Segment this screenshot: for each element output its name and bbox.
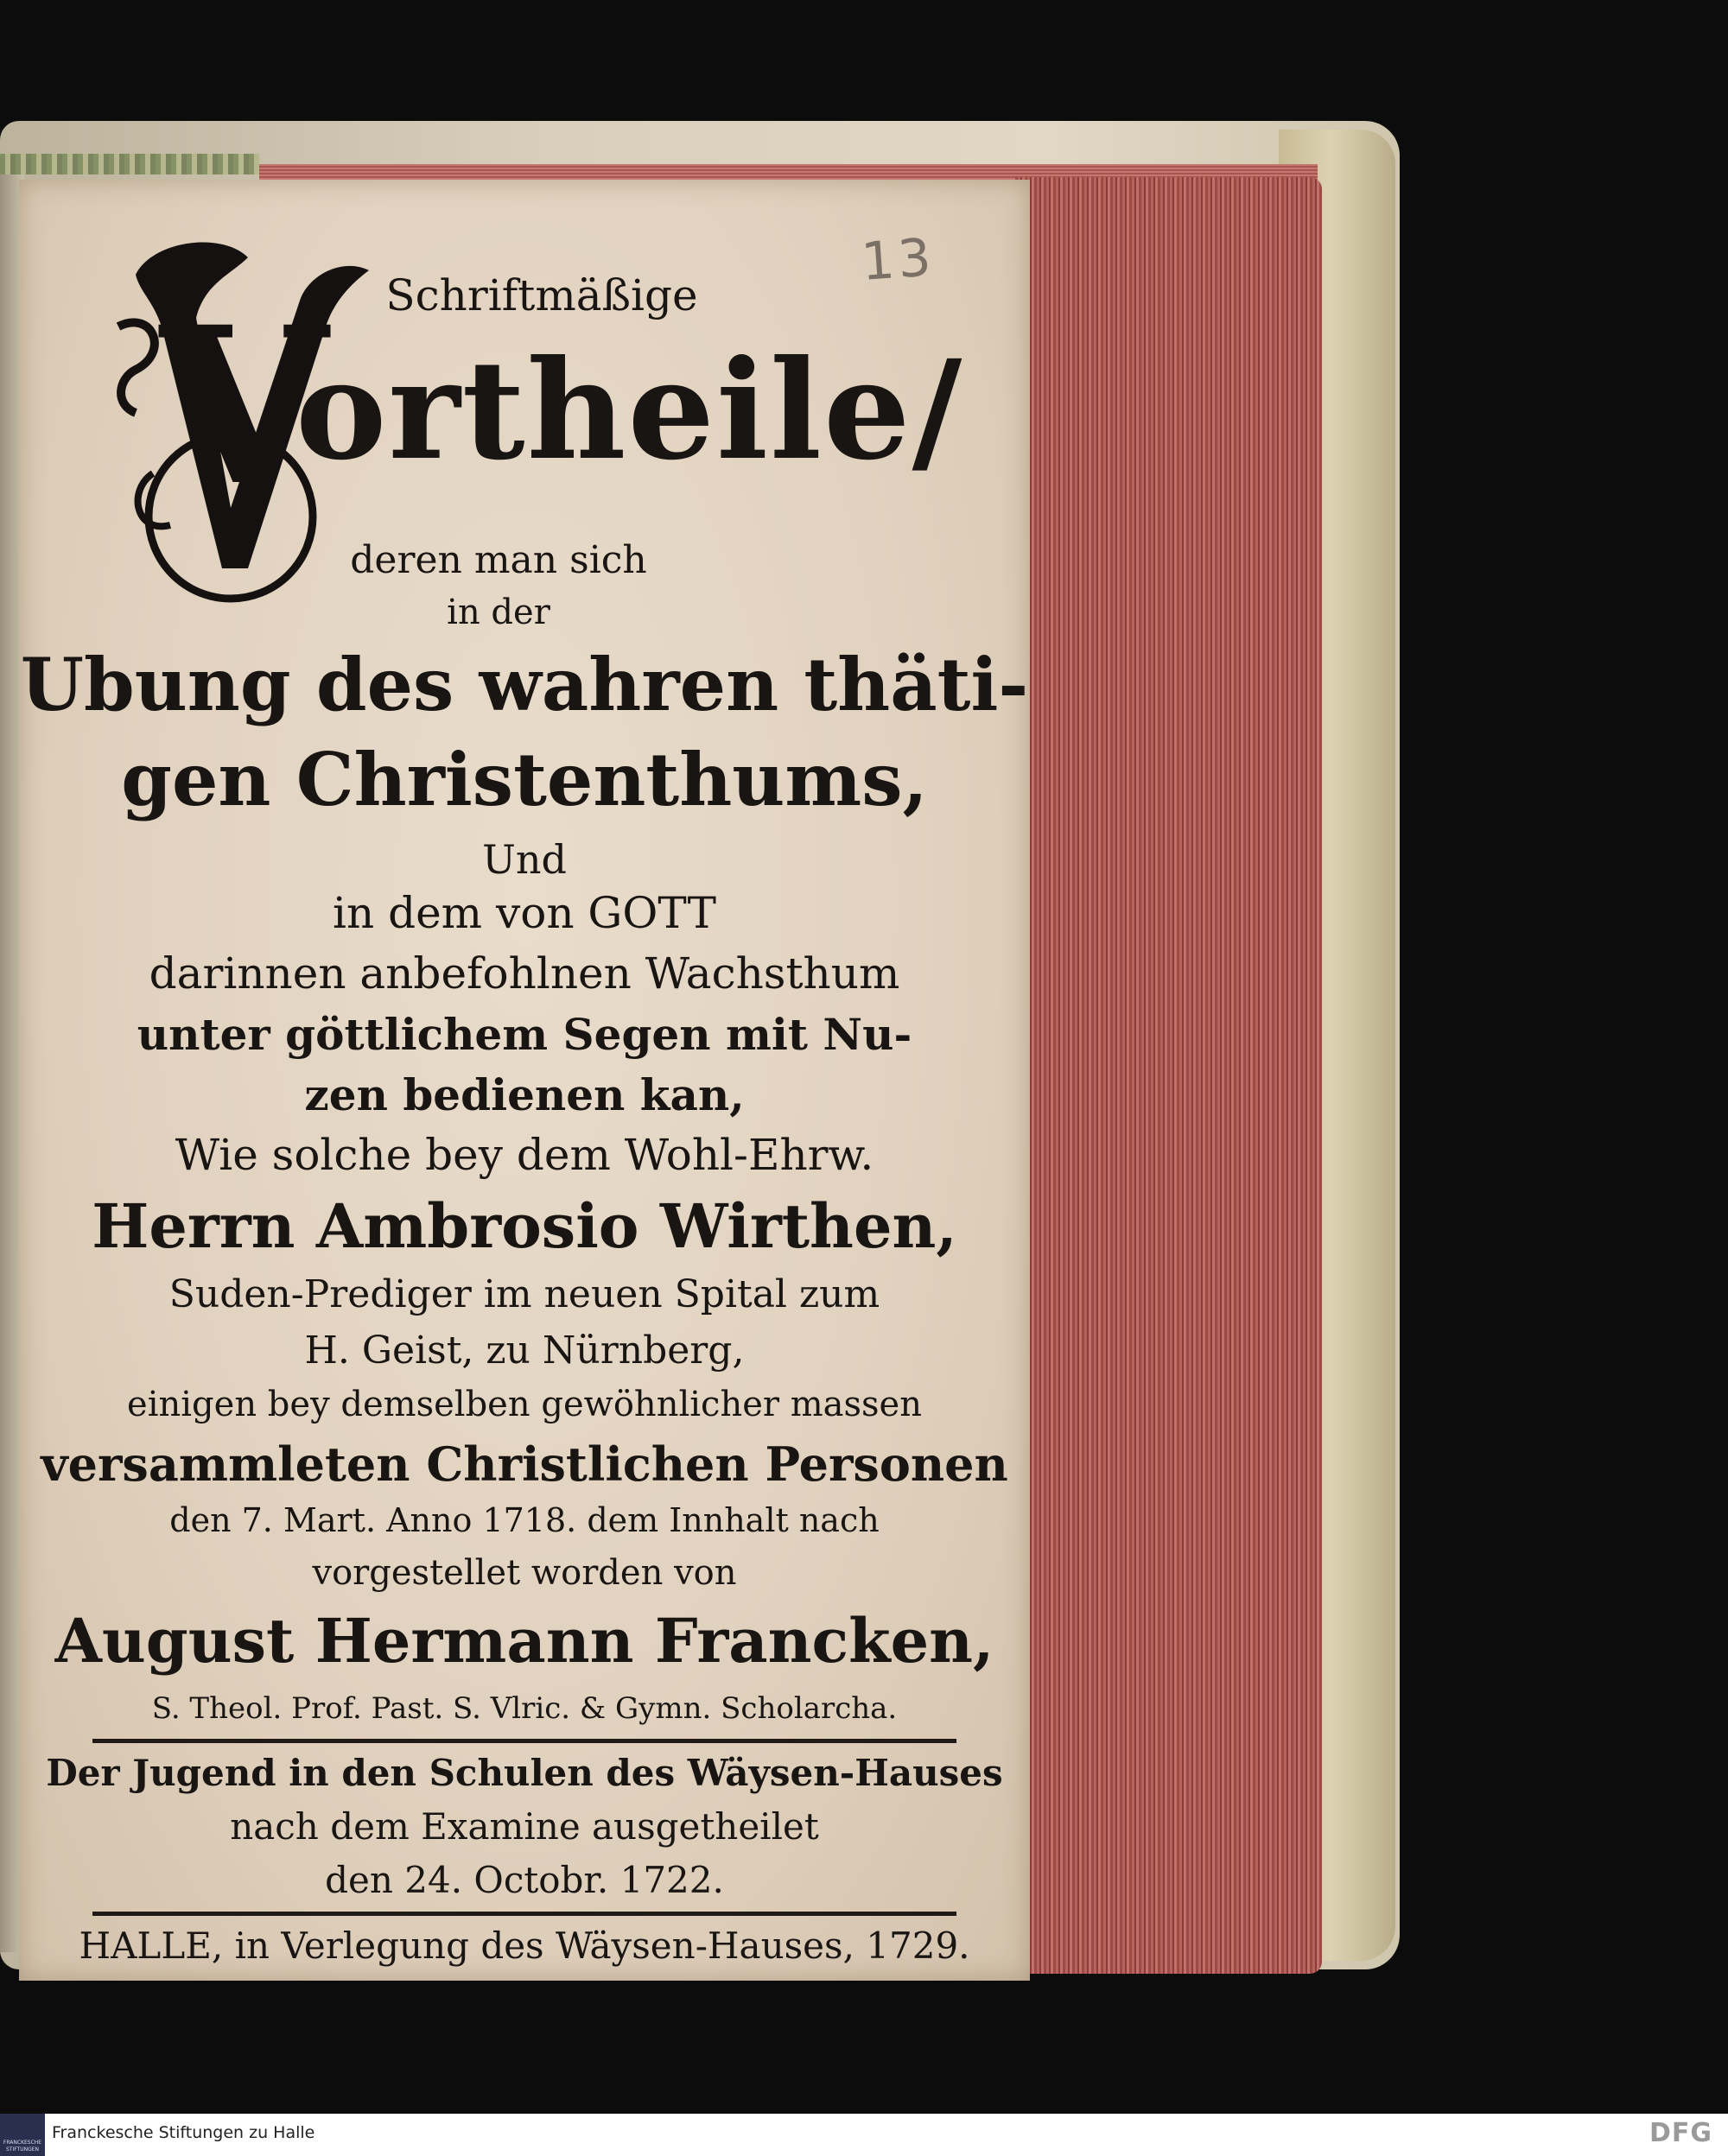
imprint-line: HALLE, in Verlegung des Wäysen-Hauses, 1729. <box>79 1925 970 1967</box>
author-titles: S. Theol. Prof. Past. S. Vlric. & Gymn. Scholarcha. <box>151 1691 898 1726</box>
title-page-content <box>19 180 1030 1981</box>
headband <box>0 154 259 174</box>
title-line-darinnen: darinnen anbefohlnen Wachsthum <box>149 948 900 999</box>
title-line-christenthums: gen Christenthums, <box>121 737 928 822</box>
title-line-gott: in dem von GOTT <box>333 888 716 938</box>
title-line-in-der: in der <box>447 593 550 632</box>
title-line-mart: den 7. Mart. Anno 1718. dem Innhalt nach <box>169 1501 880 1539</box>
title-line-schriftmaessige: Schriftmäßige <box>385 270 698 320</box>
title-line-wie: Wie solche bey dem Wohl-Ehrw. <box>175 1130 874 1180</box>
title-line-herrn: Herrn Ambrosio Wirthen, <box>92 1190 957 1262</box>
title-line-suden: Suden-Prediger im neuen Spital zum <box>168 1272 880 1316</box>
pencil-shelfmark: 13 <box>859 227 937 293</box>
logo-text-line-1: FRANCKESCHE <box>3 2140 42 2146</box>
title-line-versammleten: versammleten Christlichen Personen <box>41 1436 1008 1492</box>
title-line-einigen: einigen bey demselben gewöhnlicher massen <box>127 1385 922 1424</box>
title-line-vorgestellet: vorgestellet worden von <box>312 1553 737 1593</box>
red-page-edges <box>1015 177 1322 1974</box>
title-line-date: den 24. Octobr. 1722. <box>325 1859 724 1901</box>
logo-text-line-2: STIFTUNGEN <box>5 2146 40 2153</box>
rule-bottom <box>92 1912 956 1916</box>
title-line-geist: H. Geist, zu Nürnberg, <box>304 1328 745 1373</box>
title-line-jugend: Der Jugend in den Schulen des Wäysen-Hauses <box>46 1752 1003 1794</box>
franckesche-stiftungen-logo <box>0 2114 45 2156</box>
title-main-word: ortheile/ <box>295 331 964 491</box>
title-line-und: Und <box>482 836 567 883</box>
title-line-unter: unter göttlichem Segen mit Nu- <box>137 1009 912 1060</box>
title-line-ubung: Ubung des wahren thäti- <box>20 642 1029 727</box>
initial-letter: V <box>160 279 327 533</box>
author-name: August Hermann Francken, <box>54 1605 994 1677</box>
title-line-examine: nach dem Examine ausgetheilet <box>230 1805 819 1848</box>
institution-name: Franckesche Stiftungen zu Halle <box>52 2123 315 2142</box>
title-line-zen: zen bedienen kan, <box>304 1069 745 1120</box>
dfg-logo: DFG <box>1649 2118 1712 2148</box>
title-line-deren: deren man sich <box>350 538 647 582</box>
rule-top <box>92 1739 956 1743</box>
